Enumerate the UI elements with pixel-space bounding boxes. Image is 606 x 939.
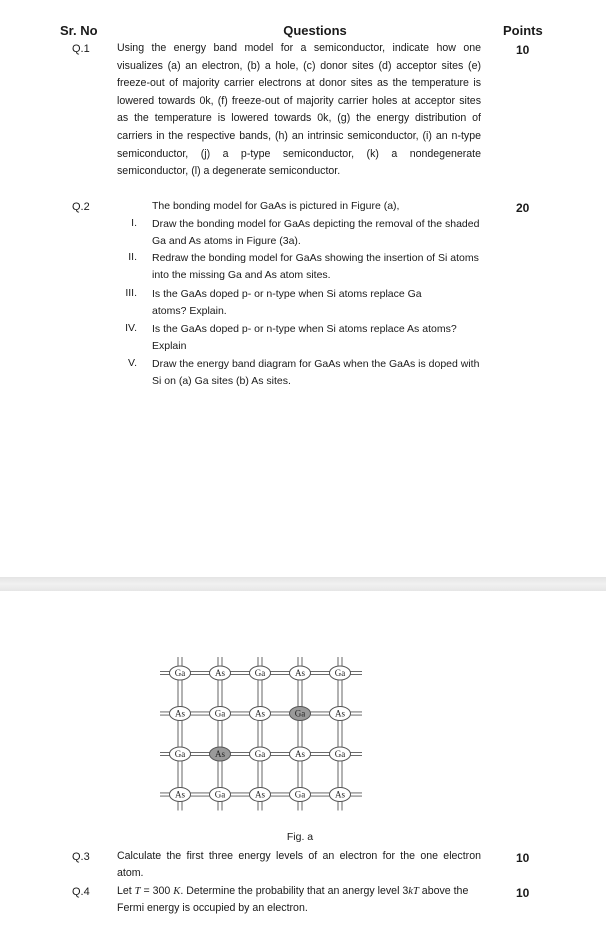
header-sr-no: Sr. No [60,23,98,38]
q2-item-text: Draw the energy band diagram for GaAs when the GaAs is doped with Si on (a) Ga sites (b) As sites. [152,358,480,387]
q2-item-text: Is the GaAs doped p- or n-type when Si atoms replace Ga atoms? Explain. [152,288,422,317]
q4-points: 10 [516,886,530,900]
q4-math-kt: kT [408,886,419,897]
atom-label: Ga [214,708,226,719]
atom-label: As [294,749,306,759]
q2-item-numeral: I. [131,217,137,229]
atom-label: Ga [334,749,346,759]
q2-points: 20 [516,201,530,215]
atom-label: As [214,749,226,759]
q4-number: Q.4 [72,886,90,898]
q2-item-numeral: II. [128,251,137,263]
header-questions: Questions [283,23,347,38]
atom-label: Ga [254,668,266,678]
q4-text [117,883,481,917]
q4-math-t: T [134,886,141,897]
q1-points: 10 [516,43,530,57]
q2-item-text: Redraw the bonding model for GaAs showing the insertion of Si atoms into the missing Ga and As atom sites. [152,252,479,281]
atom-label: Ga [254,749,266,759]
q2-item-text: Is the GaAs doped p- or n-type when Si atoms replace As atoms? Explain [152,323,457,352]
q2-item-numeral: IV. [125,322,137,334]
atom-label: Ga [214,789,226,800]
q3-number: Q.3 [72,851,90,863]
header-points: Points [503,23,543,38]
q4-text-part: . Determine the probability that an anergy level 3 [180,885,409,897]
atom-label: Ga [294,789,306,800]
atom-label: As [254,708,266,719]
q2-item-numeral: III. [125,287,137,299]
q3-points: 10 [516,851,530,865]
gaas-bonding-figure [150,648,372,818]
q2-item-text: Draw the bonding model for GaAs depicting the removal of the shaded Ga and As atoms in Figure (3a). [152,218,480,247]
q1-number: Q.1 [72,43,90,55]
q1-text: Using the energy band model for a semiconductor, indicate how one visualizes (a) an electron, (b) a hole, (c) donor sites (d) acceptor sites (e) freeze-out of majority carrier electrons at donor sites as the temperature is lowered towards 0k, (f) freeze-out of majority carrier holes at acceptor sites as the temperature is lowered towards 0k, (g) the energy distribution of carriers in the respective bands, (h) an intrinsic semiconductor, (i) an n-type semiconductor, (j) a p-type semiconductor, (k) a nondegenerate semiconductor, (l) a degenerate semiconductor. [117,42,481,178]
atom-label: As [254,789,266,800]
q3-text: Calculate the first three energy levels of an electron for the one electron atom. [117,850,481,879]
q4-math-k: K [173,886,181,897]
atom-label: Ga [174,668,186,678]
atom-label: As [334,789,346,800]
atom-label: Ga [334,668,346,678]
q2-intro: The bonding model for GaAs is pictured in Figure (a), [152,200,400,212]
atom-label: As [174,789,186,800]
atom-label: As [294,668,306,678]
atom-label: As [334,708,346,719]
atom-label: Ga [294,708,306,719]
q4-text-part: = 300 [140,885,174,897]
atom-label: Ga [174,749,186,759]
q2-item-numeral: V. [128,357,137,369]
q2-number: Q.2 [72,201,90,213]
atom-label: As [214,668,226,678]
page-separator [0,577,606,591]
q4-text-part: above the Fermi energy is occupied by an electron. [117,885,469,914]
q4-text-part: Let [117,885,135,897]
figure-caption: Fig. a [286,831,314,843]
atom-label: As [174,708,186,719]
